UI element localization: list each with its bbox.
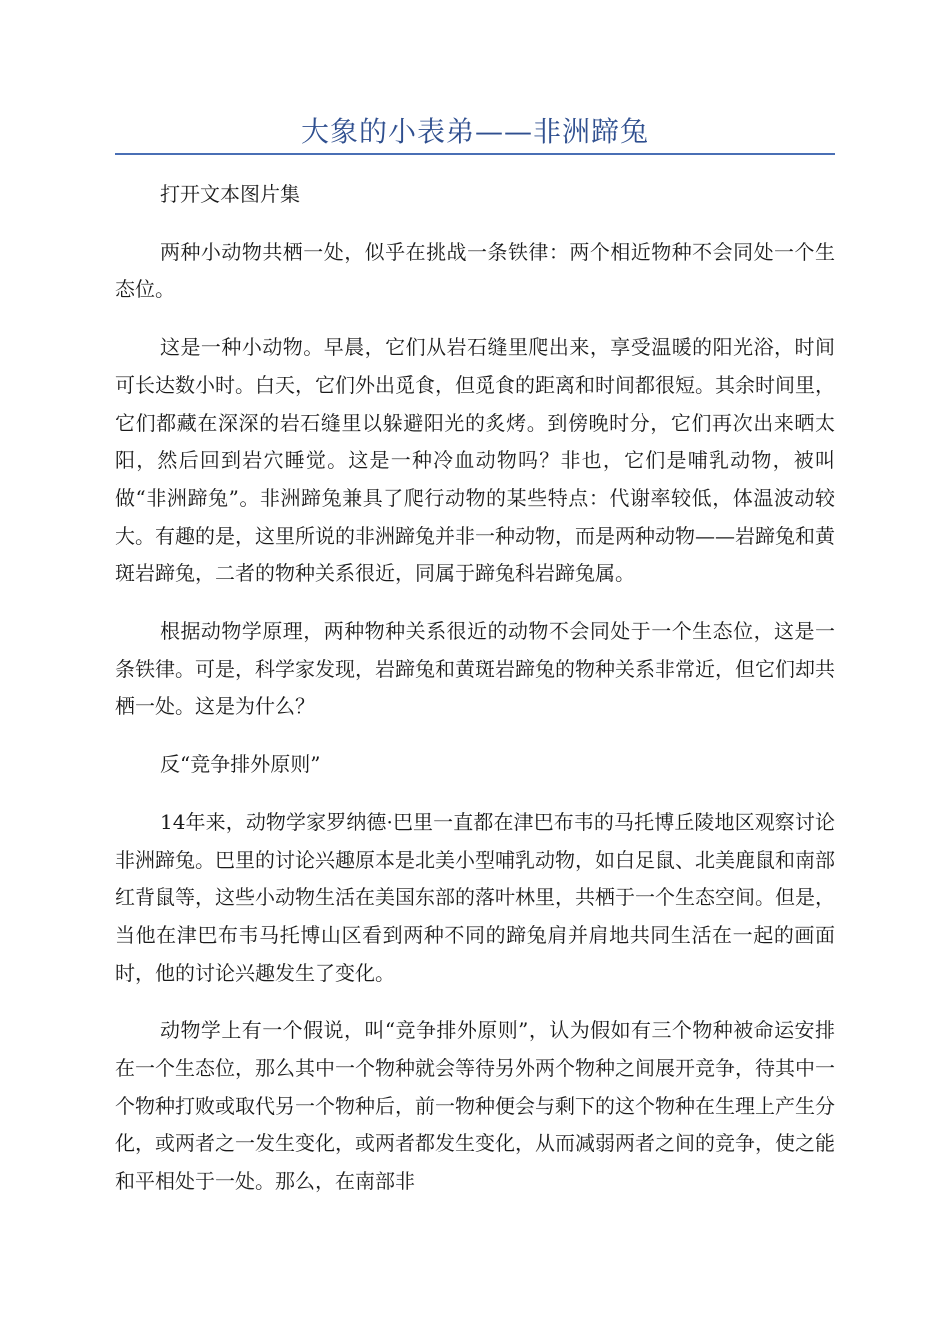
paragraph-image-collection-link: 打开文本图片集 <box>160 182 300 206</box>
paragraph-research: 14年来，动物学家罗纳德·巴里一直都在津巴布韦的马托博丘陵地区观察讨论非洲蹄兔。巴里的讨论兴趣原本是北美小型哺乳动物，如白足鼠、北美鹿鼠和南部红背鼠等，这些小动物生活在美国东部的落叶林里，共栖于一个生态空间。但是，当他在津巴布韦马托博山区看到两种不同的蹄兔肩并肩地共同生活在一起的画面时，他的讨论兴趣发生了变化。 <box>115 809 835 985</box>
section-heading: 反“竞争排外原则” <box>160 752 321 777</box>
paragraph-description: 这是一种小动物。早晨，它们从岩石缝里爬出来，享受温暖的阳光浴，时间可长达数小时。白天，它们外出觅食，但觅食的距离和时间都很短。其余时间里，它们都藏在深深的岩石缝里以躲避阳光的炙烤。到傍晚时分，它们再次出来晒太阳，然后回到岩穴睡觉。这是一种冷血动物吗？非也，它们是哺乳动物，被叫做“非洲蹄兔”。非洲蹄兔兼具了爬行动物的某些特点：代谢率较低，体温波动较大。有趣的是，这里所说的非洲蹄兔并非一种动物，而是两种动物——岩蹄兔和黄斑岩蹄兔，二者的物种关系很近，同属于蹄兔科岩蹄兔属。 <box>115 335 835 586</box>
document-body <box>115 176 835 1221</box>
document-title: 大象的小表弟——非洲蹄兔 <box>300 115 649 148</box>
title-underline <box>115 153 835 155</box>
paragraph-intro: 两种小动物共栖一处，似乎在挑战一条铁律：两个相近物种不会同处一个生态位。 <box>115 239 835 302</box>
paragraph-question: 根据动物学原理，两种物种关系很近的动物不会同处于一个生态位，这是一条铁律。可是，科学家发现，岩蹄兔和黄斑岩蹄兔的物种关系非常近，但它们却共栖一处。这是为什么？ <box>115 619 835 719</box>
paragraph-hypothesis: 动物学上有一个假说，叫“竞争排外原则”，认为假如有三个物种被命运安排在一个生态位，那么其中一个物种就会等待另外两个物种之间展开竞争，待其中一个物种打败或取代另一个物种后，前一物种便会与剩下的这个物种在生理上产生分化，或两者之一发生变化，或两者都发生变化，从而减弱两者之间的竞争，使之能和平相处于一处。那么，在南部非 <box>115 1018 835 1194</box>
